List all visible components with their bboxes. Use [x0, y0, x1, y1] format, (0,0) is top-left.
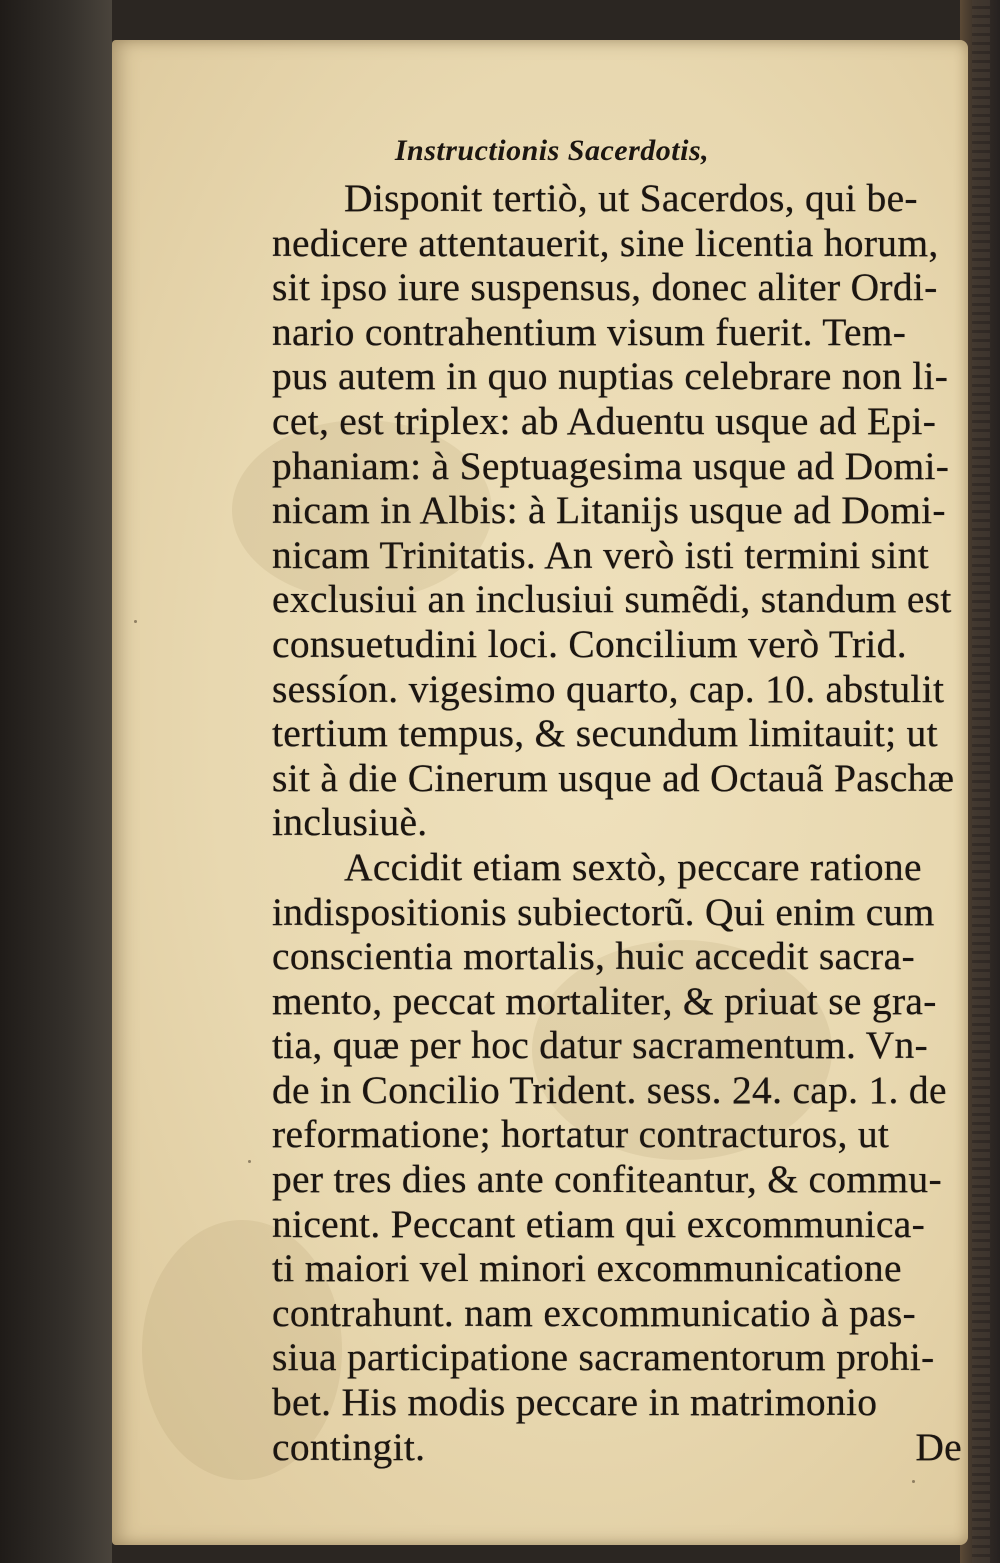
text-line: sit à die Cinerum usque ad Octauã Paschæ	[272, 755, 955, 800]
text-line: nicent. Peccant etiam qui excommunica-	[272, 1201, 926, 1246]
text-line: contrahunt. nam excommunicatio à pas-	[272, 1290, 916, 1335]
binding-texture	[972, 0, 990, 1563]
last-text-line	[272, 1425, 962, 1470]
catchword: De	[915, 1424, 962, 1469]
text-line: conscientia mortalis, huic accedit sacra-	[272, 934, 915, 979]
text-line: bet. His modis peccare in matrimonio	[272, 1380, 878, 1425]
text-line: cet, est triplex: ab Aduentu usque ad Epi-	[272, 398, 937, 443]
page-text-block	[272, 96, 962, 1469]
text-line: pus autem in quo nuptias celebrare non li-	[272, 354, 949, 399]
text-line: reformatione; hortatur contracturos, ut	[272, 1112, 890, 1157]
paragraph-1	[272, 176, 962, 845]
paper-speck	[912, 1480, 915, 1483]
text-line: Accidit etiam sextò, peccare ratione	[344, 844, 922, 889]
text-line: mento, peccat mortaliter, & priuat se gra-	[272, 978, 937, 1023]
paragraph-2	[272, 845, 962, 1469]
text-line: sit ipso iure suspensus, donec aliter Ordi-	[272, 265, 938, 310]
text-line: exclusiui an inclusiui sumẽdi, standum est	[272, 577, 952, 622]
text-line: tertium tempus, & secundum limitauit; ut	[272, 711, 938, 756]
text-line: ti maiori vel minori excommunicatione	[272, 1246, 902, 1291]
text-line: tia, quæ per hoc datur sacramentum. Vn-	[272, 1023, 928, 1068]
text-line: nicam in Albis: à Litanijs usque ad Domi-	[272, 488, 946, 533]
text-line: per tres dies ante confiteantur, & commu-	[272, 1157, 942, 1202]
paper-speck	[248, 1160, 251, 1163]
text-line: nicam Trinitatis. An verò isti termini sint	[272, 532, 929, 577]
text-line: indispositionis subiectorũ. Qui enim cum	[272, 889, 935, 934]
text-line: Disponit tertiò, ut Sacerdos, qui be-	[344, 176, 918, 220]
text-line: siua participatione sacramentorum prohi-	[272, 1335, 935, 1380]
facing-page-shadow	[0, 0, 112, 1563]
text-line: nedicere attentauerit, sine licentia horum,	[272, 220, 939, 265]
text-line: nario contrahentium visum fuerit. Tem-	[272, 309, 907, 354]
final-words: contingit.	[272, 1424, 426, 1469]
text-line: de in Concilio Trident. sess. 24. cap. 1. de	[272, 1067, 947, 1112]
paper-speck	[134, 620, 137, 623]
text-line: phaniam: à Septuagesima usque ad Domi-	[272, 443, 950, 488]
text-line: inclusiuè.	[272, 800, 428, 845]
running-head: Instructionis Sacerdotis,	[394, 134, 710, 167]
text-line: consuetudini loci. Concilium verò Trid.	[272, 621, 907, 666]
text-line: sessíon. vigesimo quarto, cap. 10. abstulit	[272, 666, 945, 711]
